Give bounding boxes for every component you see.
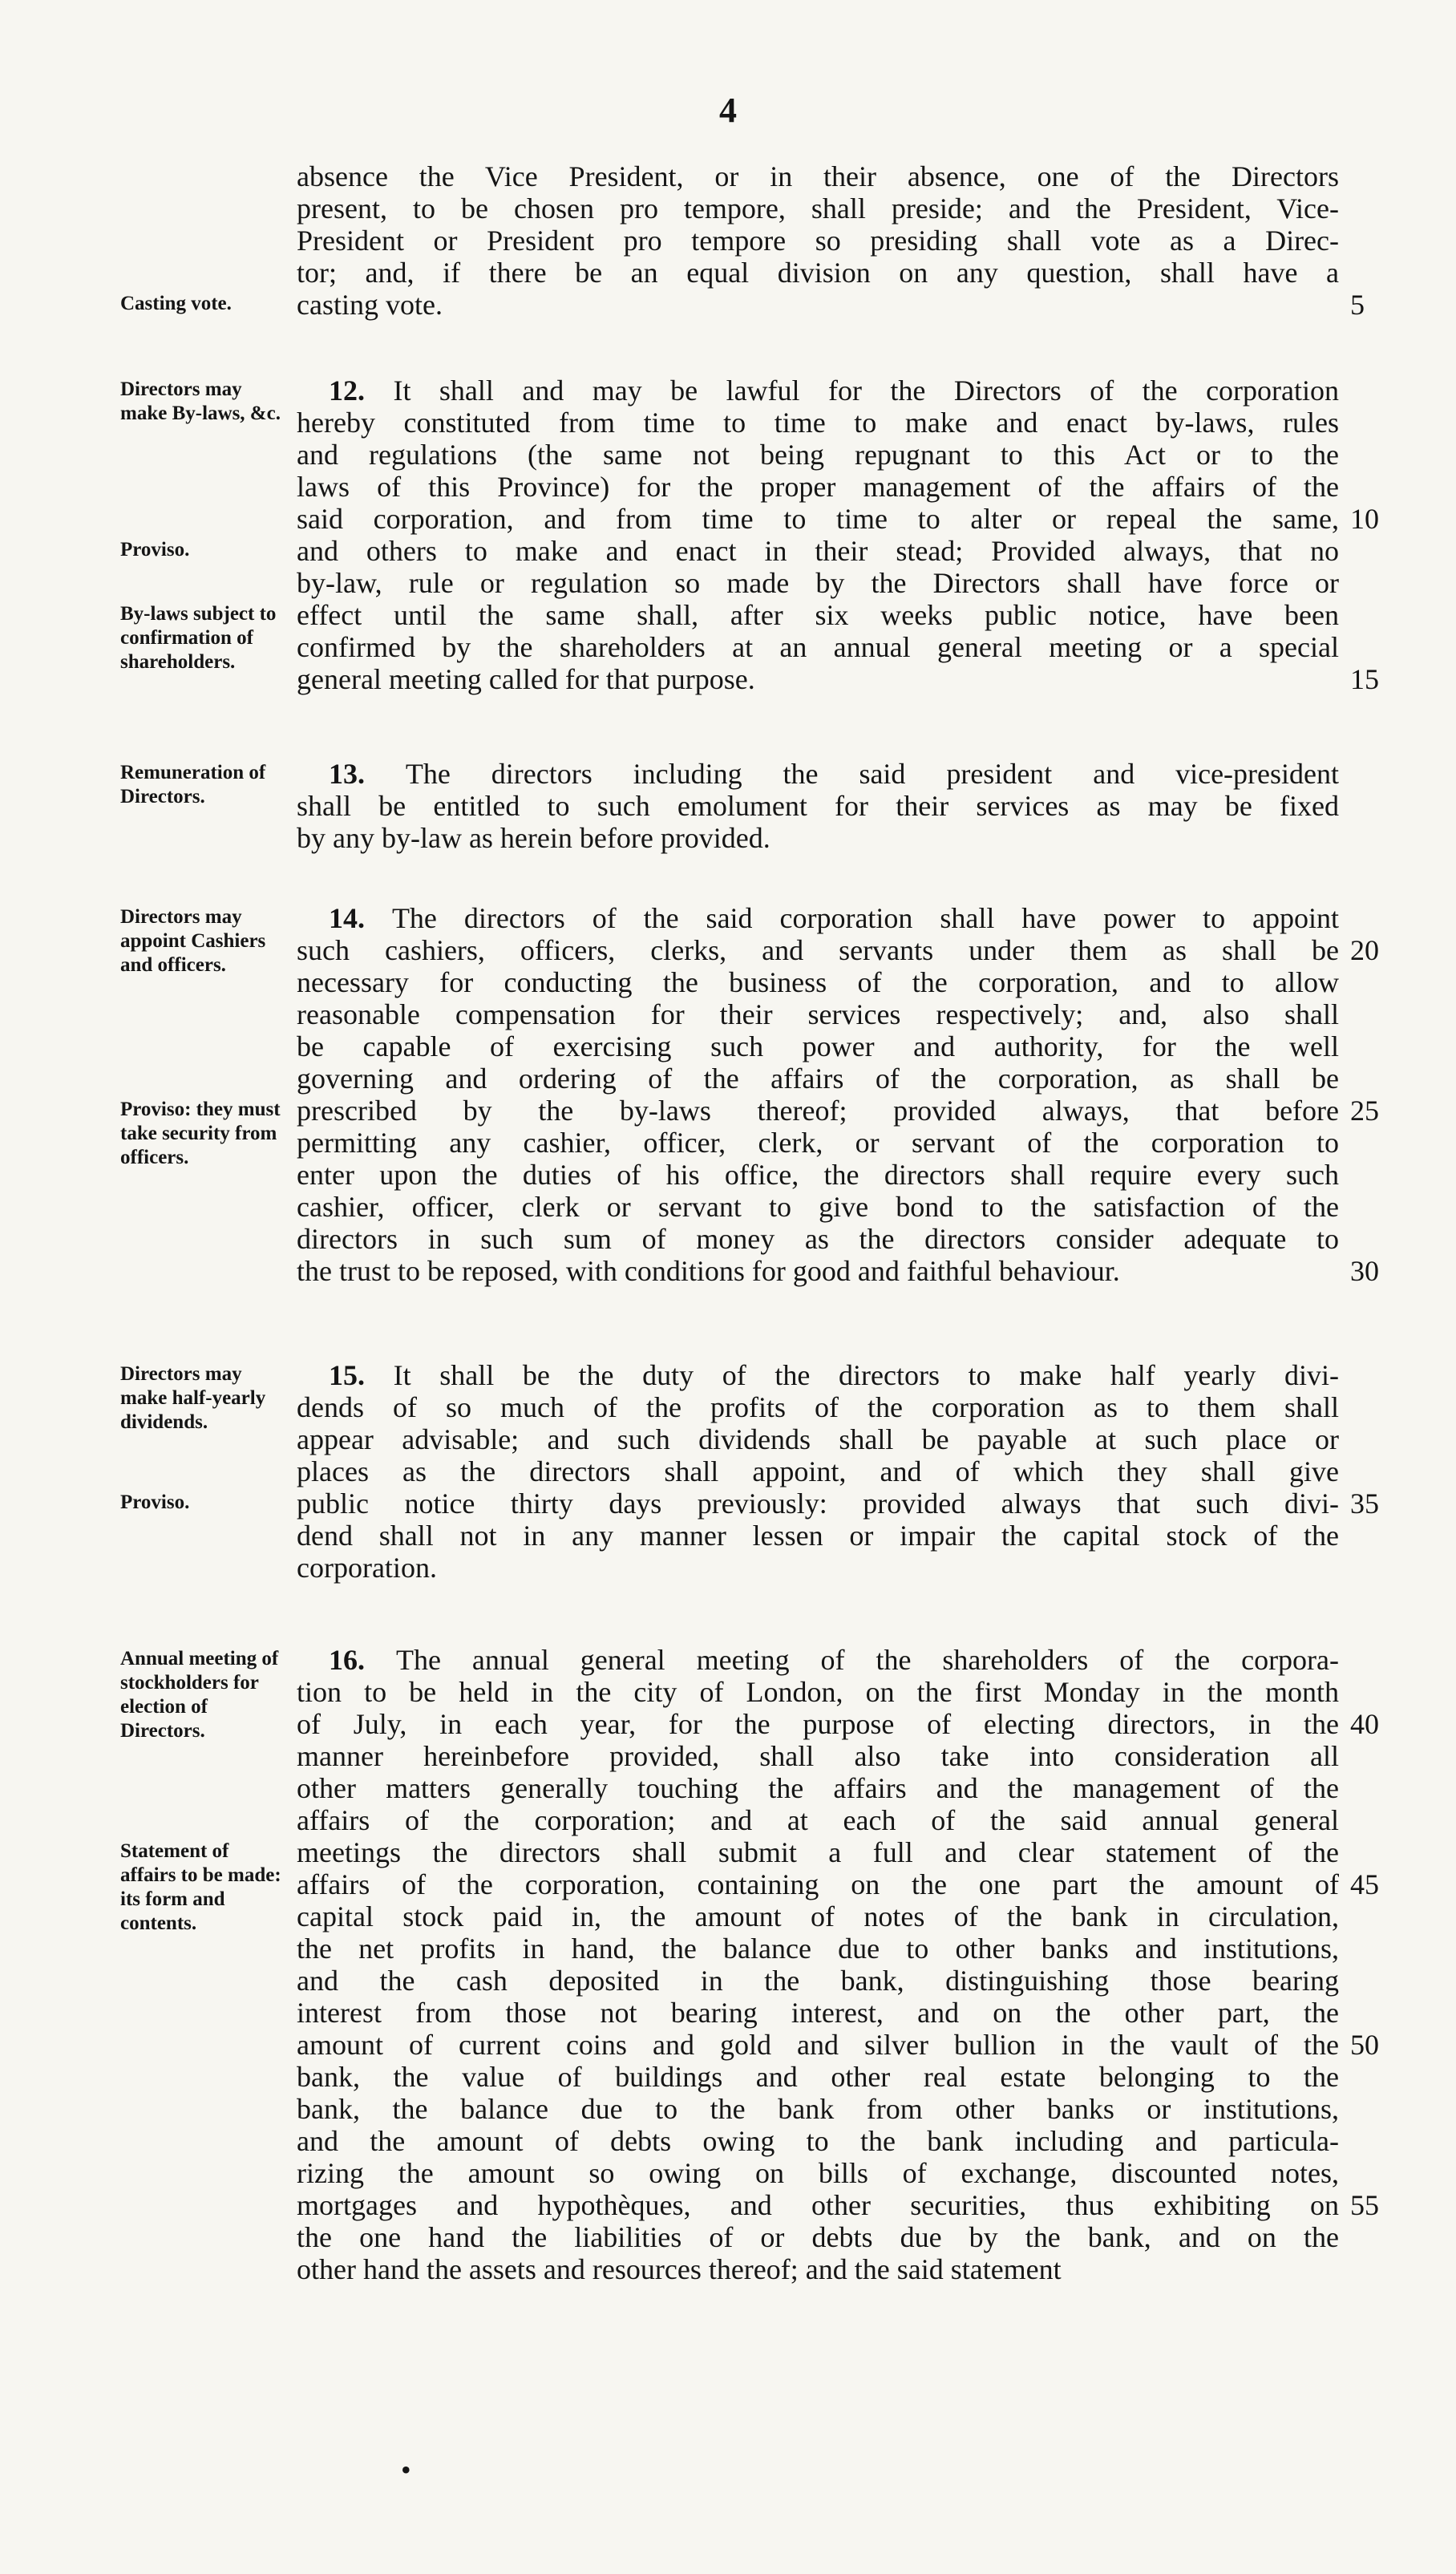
- text-line: [297, 1708, 1339, 1740]
- text-line: [297, 1740, 1339, 1772]
- text-line: [297, 439, 1339, 471]
- line-text: meetings the directors shall submit a full and clear statement of the: [297, 1836, 1339, 1868]
- line-text: be capable of exercising such power and authority, for the well: [297, 1030, 1339, 1062]
- line-text: corporation.: [297, 1552, 437, 1584]
- text-line: [297, 1552, 1339, 1584]
- text-line: [297, 257, 1339, 289]
- line-text: of July, in each year, for the purpose of electing directors, in the: [297, 1708, 1339, 1740]
- text-line: [297, 663, 1339, 695]
- text-line: [297, 1900, 1339, 1933]
- text-line: [297, 2093, 1339, 2125]
- line-text: casting vote.: [297, 289, 443, 321]
- text-line: [297, 599, 1339, 631]
- text-line: [297, 1804, 1339, 1836]
- line-text: present, to be chosen pro tempore, shall preside; and the President, Vice-: [297, 192, 1339, 225]
- line-text: mortgages and hypothèques, and other securities, thus exhibiting on: [297, 2189, 1339, 2221]
- margin-note: Annual meeting of stockholders for election of Directors.: [120, 1648, 279, 1742]
- line-number: 5: [1350, 289, 1365, 321]
- section-number: 15.: [329, 1359, 394, 1391]
- line-text: absence the Vice President, or in their absence, one of the Directors: [297, 160, 1339, 192]
- margin-note: Remuneration of Directors.: [120, 762, 266, 807]
- line-text: the trust to be reposed, with conditions for good and faithful behaviour.: [297, 1255, 1120, 1287]
- text-line: [297, 503, 1339, 535]
- text-line: [297, 192, 1339, 225]
- text-line: [297, 289, 1339, 321]
- line-text: interest from those not bearing interest, and on the other part, the: [297, 1997, 1339, 2029]
- line-text: rizing the amount so owing on bills of exchange, discounted notes,: [297, 2157, 1339, 2189]
- text-line: [297, 1127, 1339, 1159]
- line-text: President or President pro tempore so presiding shall vote as a Direc-: [297, 225, 1339, 257]
- text-line: [297, 1223, 1339, 1255]
- line-text: and the cash deposited in the bank, distinguishing those bearing: [297, 1965, 1339, 1997]
- line-text: reasonable compensation for their services respectively; and, also shall: [297, 998, 1339, 1030]
- line-text: It shall and may be lawful for the Directors of the corporation: [393, 374, 1340, 407]
- text-line: [297, 160, 1339, 192]
- section-number: 13.: [329, 758, 406, 790]
- text-line: [297, 934, 1339, 966]
- margin-note: Directors may appoint Cashiers and officers.: [120, 906, 266, 976]
- line-number: 25: [1350, 1095, 1379, 1127]
- text-line: [297, 1159, 1339, 1191]
- text-line: [297, 1868, 1339, 1900]
- text-line: [297, 2221, 1339, 2253]
- margin-note: Proviso: they must take security from officers.: [120, 1099, 281, 1168]
- text-line: [297, 1062, 1339, 1095]
- line-text: affairs of the corporation; and at each of the said annual general: [297, 1804, 1339, 1836]
- text-line: [297, 2029, 1339, 2061]
- text-line: [297, 1965, 1339, 1997]
- text-line: [297, 2125, 1339, 2157]
- text-line: [297, 567, 1339, 599]
- line-text: and regulations (the same not being repugnant to this Act or to the: [297, 439, 1339, 471]
- line-text: such cashiers, officers, clerks, and servants under them as shall be: [297, 934, 1339, 966]
- line-text: and the amount of debts owing to the bank including and particula-: [297, 2125, 1339, 2157]
- line-text: appear advisable; and such dividends shall be payable at such place or: [297, 1423, 1339, 1455]
- line-text: bank, the balance due to the bank from other banks or institutions,: [297, 2093, 1339, 2125]
- text-line: [297, 631, 1339, 663]
- text-line: [297, 1676, 1339, 1708]
- page-number: 4: [719, 91, 737, 130]
- line-text: permitting any cashier, officer, clerk, or servant of the corporation to: [297, 1127, 1339, 1159]
- line-text: The directors of the said corporation shall have power to appoint: [391, 902, 1339, 934]
- margin-note: Directors may make By-laws, &c.: [120, 378, 281, 424]
- line-number: 45: [1350, 1868, 1379, 1900]
- line-text: confirmed by the shareholders at an annual general meeting or a special: [297, 631, 1339, 663]
- line-text: by-law, rule or regulation so made by the Directors shall have force or: [297, 567, 1339, 599]
- text-line: [297, 790, 1339, 822]
- line-number: 40: [1350, 1708, 1379, 1740]
- line-text: The annual general meeting of the shareholders of the corpora-: [395, 1644, 1340, 1676]
- line-text: bank, the value of buildings and other real estate belonging to the: [297, 2061, 1339, 2093]
- text-line: [297, 1391, 1339, 1423]
- line-text: tor; and, if there be an equal division on any question, shall have a: [297, 257, 1339, 289]
- line-text: dends of so much of the profits of the corporation as to them shall: [297, 1391, 1339, 1423]
- line-text: affairs of the corporation, containing on the one part the amount of: [297, 1868, 1339, 1900]
- bottom-mark: •: [401, 2454, 411, 2486]
- line-text: other hand the assets and resources thereof; and the said statement: [297, 2253, 1062, 2285]
- margin-note: Proviso.: [120, 539, 190, 561]
- text-line: [297, 1455, 1339, 1487]
- text-line: [297, 407, 1339, 439]
- line-text: other matters generally touching the affairs and the management of the: [297, 1772, 1339, 1804]
- line-text: tion to be held in the city of London, on the first Monday in the month: [297, 1676, 1339, 1708]
- text-line: [297, 535, 1339, 567]
- line-number: 15: [1350, 663, 1379, 695]
- text-line: [297, 1520, 1339, 1552]
- text-line: [297, 225, 1339, 257]
- margin-note: Directors may make half-yearly dividends.: [120, 1363, 266, 1433]
- line-text: general meeting called for that purpose.: [297, 663, 755, 695]
- text-line: [297, 1933, 1339, 1965]
- text-line: [297, 966, 1339, 998]
- text-line: [297, 1095, 1339, 1127]
- line-text: effect until the same shall, after six weeks public notice, have been: [297, 599, 1339, 631]
- margin-note: By-laws subject to confirmation of shareholders.: [120, 603, 277, 673]
- line-text: manner hereinbefore provided, shall also take into consideration all: [297, 1740, 1339, 1772]
- line-text: hereby constituted from time to time to make and enact by-laws, rules: [297, 407, 1339, 439]
- text-line: [297, 1836, 1339, 1868]
- line-text: said corporation, and from time to time to alter or repeal the same,: [297, 503, 1339, 535]
- line-number: 55: [1350, 2189, 1379, 2221]
- line-text: necessary for conducting the business of the corporation, and to allow: [297, 966, 1339, 998]
- text-line: [329, 374, 1339, 407]
- text-line: [297, 1191, 1339, 1223]
- line-text: public notice thirty days previously: provided always that such divi-: [297, 1487, 1339, 1520]
- line-text: by any by-law as herein before provided.: [297, 822, 770, 854]
- line-text: capital stock paid in, the amount of notes of the bank in circulation,: [297, 1900, 1339, 1933]
- margin-note: Proviso.: [120, 1491, 190, 1513]
- line-text: cashier, officer, clerk or servant to give bond to the satisfaction of the: [297, 1191, 1339, 1223]
- text-line: [297, 1255, 1339, 1287]
- line-number: 10: [1350, 503, 1379, 535]
- margin-note: Statement of affairs to be made: its form and contents.: [120, 1840, 281, 1934]
- line-text: laws of this Province) for the proper management of the affairs of the: [297, 471, 1339, 503]
- text-line: [329, 758, 1339, 790]
- text-line: [297, 2189, 1339, 2221]
- line-text: dend shall not in any manner lessen or impair the capital stock of the: [297, 1520, 1339, 1552]
- line-text: the net profits in hand, the balance due to other banks and institutions,: [297, 1933, 1339, 1965]
- text-line: [297, 2253, 1339, 2285]
- line-text: governing and ordering of the affairs of the corporation, as shall be: [297, 1062, 1339, 1095]
- text-line: [297, 1487, 1339, 1520]
- line-number: 50: [1350, 2029, 1379, 2061]
- text-line: [297, 2157, 1339, 2189]
- line-text: It shall be the duty of the directors to make half yearly divi-: [393, 1359, 1339, 1391]
- text-line: [297, 1030, 1339, 1062]
- line-number: 30: [1350, 1255, 1379, 1287]
- line-text: the one hand the liabilities of or debts due by the bank, and on the: [297, 2221, 1339, 2253]
- line-text: shall be entitled to such emolument for their services as may be fixed: [297, 790, 1339, 822]
- text-line: [297, 1772, 1339, 1804]
- line-text: prescribed by the by-laws thereof; provided always, that before: [297, 1095, 1339, 1127]
- text-line: [297, 1423, 1339, 1455]
- line-number: 20: [1350, 934, 1379, 966]
- line-text: directors in such sum of money as the directors consider adequate to: [297, 1223, 1339, 1255]
- text-line: [297, 2061, 1339, 2093]
- line-text: places as the directors shall appoint, and of which they shall give: [297, 1455, 1339, 1487]
- margin-note: Casting vote.: [120, 293, 232, 314]
- line-text: The directors including the said president and vice-president: [405, 758, 1340, 790]
- text-line: [329, 902, 1339, 934]
- section-number: 12.: [329, 374, 394, 407]
- text-line: [329, 1359, 1339, 1391]
- text-line: [297, 822, 1339, 854]
- text-line: [329, 1644, 1339, 1676]
- text-line: [297, 1997, 1339, 2029]
- text-line: [297, 998, 1339, 1030]
- line-text: amount of current coins and gold and silver bullion in the vault of the: [297, 2029, 1339, 2061]
- text-line: [297, 471, 1339, 503]
- section-number: 14.: [329, 902, 392, 934]
- line-text: and others to make and enact in their stead; Provided always, that no: [297, 535, 1339, 567]
- section-number: 16.: [329, 1644, 396, 1676]
- line-number: 35: [1350, 1487, 1379, 1520]
- line-text: enter upon the duties of his office, the directors shall require every such: [297, 1159, 1339, 1191]
